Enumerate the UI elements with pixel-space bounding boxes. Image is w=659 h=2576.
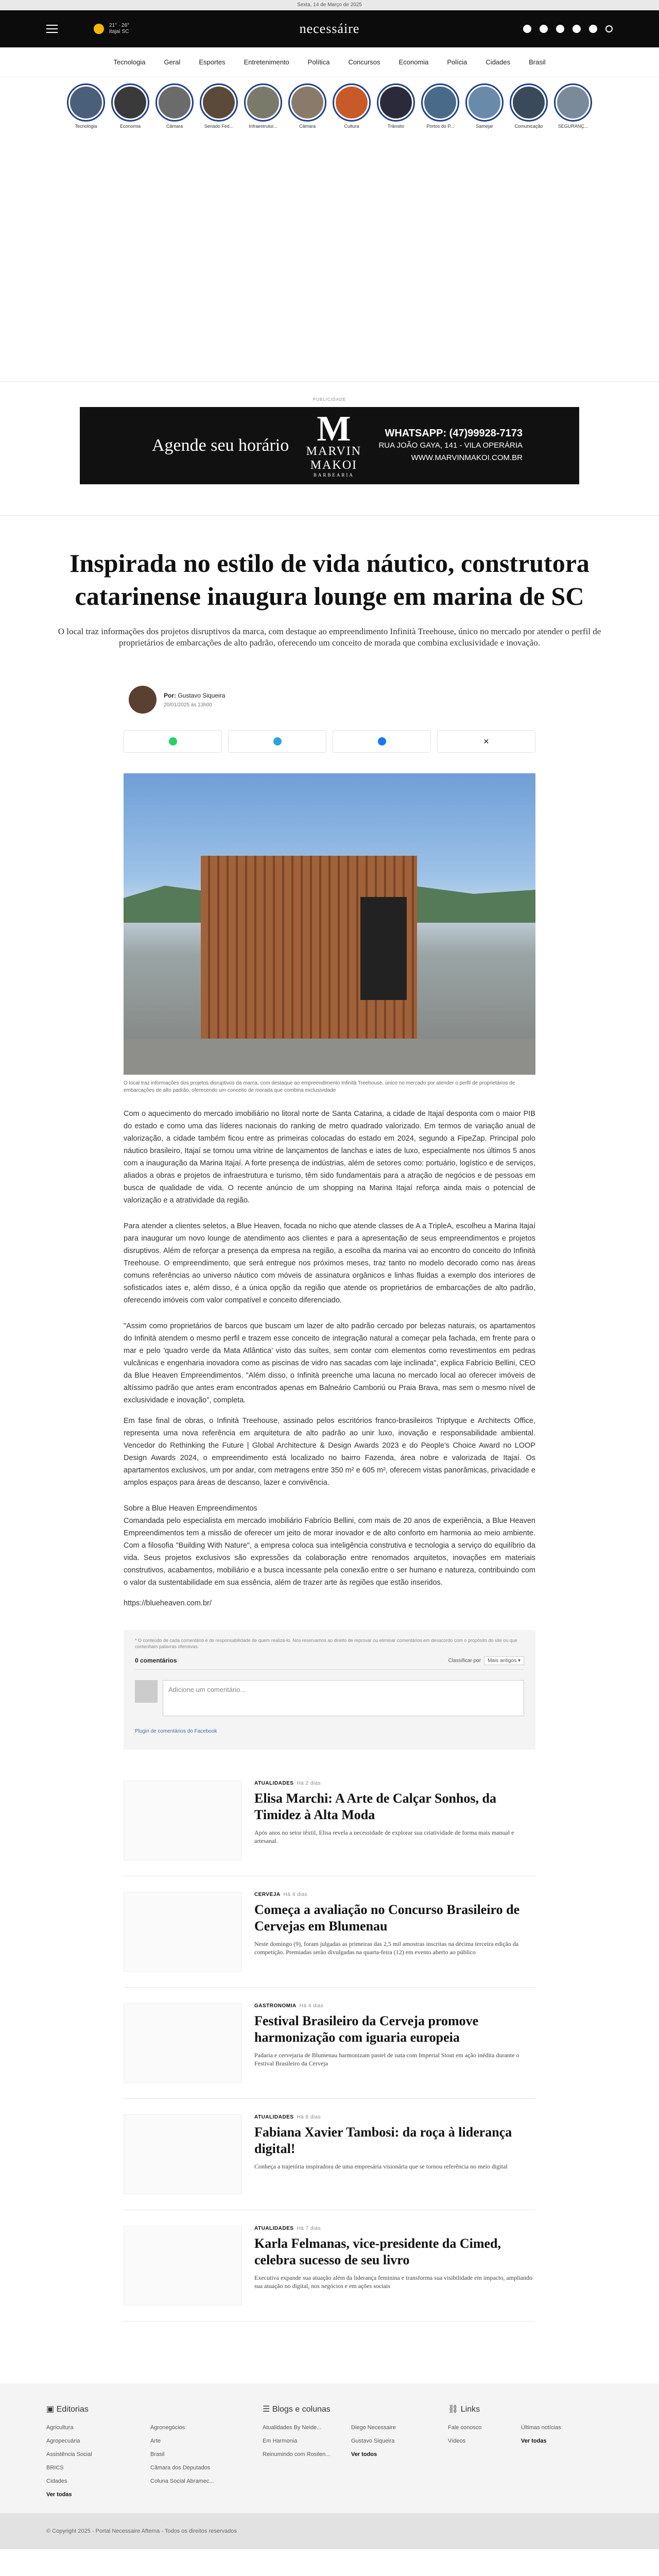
sort-label: Classificar por <box>448 1658 481 1664</box>
ad-whatsapp: WHATSAPP: (47)99928-7173 <box>385 428 523 439</box>
story-item[interactable] <box>554 83 592 129</box>
story-thumb <box>114 87 146 118</box>
story-ring <box>200 83 238 122</box>
related-title[interactable]: Começa a avaliação no Concurso Brasileiro de Cervejas em Blumenau <box>254 1902 520 1934</box>
related-excerpt: Padaria e cervejaria de Blumenau harmonizam pastel de nata com Imperial Stout em ação inédita durante o Festival Brasileiro da Cerveja <box>254 2052 519 2067</box>
ad-space <box>0 134 659 350</box>
related-category[interactable]: GASTRONOMIA <box>254 2003 297 2009</box>
story-label: Portos do P... <box>426 124 454 129</box>
related-articles <box>124 1765 535 2321</box>
menu-icon[interactable] <box>46 25 58 33</box>
nav-item[interactable]: Brasil <box>529 58 546 66</box>
story-item[interactable] <box>111 83 149 129</box>
search-icon[interactable] <box>605 25 613 32</box>
related-title[interactable]: Festival Brasileiro da Cerveja promove harmonização com iguaria europeia <box>254 2013 479 2045</box>
telegram-icon <box>273 737 282 745</box>
paragraph: Sobre a Blue Heaven Empreendimentos <box>124 1504 257 1513</box>
related-category[interactable]: ATUALIDADES <box>254 1781 294 1786</box>
nav-item[interactable]: Economia <box>398 58 429 66</box>
footer-link[interactable]: Em Harmonia <box>263 2438 298 2444</box>
publish-datetime: 20/01/2025 às 13h00 <box>164 702 212 708</box>
story-ring <box>421 83 459 122</box>
story-item[interactable] <box>288 83 326 129</box>
article-subtitle: O local traz informações dos projetos disruptivos da marca, com destaque ao empreendimento Infinità Treehouse, único no mercado por atender o perfil de proprietários de embarcações de alto padrão, oferecendo um conceito de morada que combina exclusividade e inovação. <box>58 626 601 648</box>
story-item[interactable] <box>67 83 105 129</box>
footer-link[interactable]: Brasil <box>150 2451 165 2458</box>
social-links <box>523 25 597 33</box>
author-avatar[interactable] <box>129 686 157 714</box>
youtube-icon[interactable] <box>573 25 581 33</box>
related-thumb[interactable] <box>124 2226 242 2306</box>
article <box>58 547 601 2321</box>
story-item[interactable] <box>510 83 548 129</box>
story-ring <box>244 83 282 122</box>
site-footer <box>0 2383 659 2513</box>
story-thumb <box>557 87 589 118</box>
related-card[interactable] <box>124 1988 535 2099</box>
story-thumb <box>469 87 500 118</box>
facebook-icon <box>378 737 386 745</box>
x-icon[interactable] <box>540 25 548 33</box>
ad-contact <box>378 427 523 464</box>
story-item[interactable] <box>333 83 371 129</box>
ad-banner[interactable] <box>80 407 579 484</box>
footer-link[interactable]: BRICS <box>46 2465 64 2471</box>
ad-brand-mark: M <box>317 409 351 449</box>
share-telegram-button[interactable] <box>228 730 326 753</box>
paragraph: Para atender a clientes seletos, a Blue Heaven, focada no nicho que atende classes de A a TripleA, escolheu a Marina Itajaí para inaugurar um novo lounge de atendimento aos clientes e para a apresentação de seus empreendimentos e projetos disruptivos. Além de reforçar a presença da empresa na região, a escolha da marina vai ao encontro do conceito do Infinità Treehouse. O empreendimento, que será entregue nos próximos meses, traz tanto no modelo decorado como nas áreas comuns referências ao universo náutico com móveis de assinatura orgânicos e linhas fluidas a exemplo dos interiores de sofisticados iates e, além disso, é a única opção da região que atende os proprietários de embarcações de alto padrão, oferecendo imóveis com valor compatível e conceito diferenciado. <box>124 1222 535 1304</box>
related-card[interactable] <box>124 2210 535 2321</box>
whatsapp-icon <box>169 737 177 745</box>
related-thumb[interactable] <box>124 1781 242 1860</box>
footer-link[interactable]: Ver todas <box>46 2492 72 2498</box>
footer-blogs-title: Blogs e colunas <box>272 2405 331 2414</box>
story-ring <box>465 83 504 122</box>
photo-caption: O local traz informações dos projetos disruptivos da marca, com destaque ao empreendimento Infinità Treehouse, único no mercado por atender o perfil de proprietários de embarcações de alto padrão, oferecendo um conceito de morada que combina exclusividade <box>124 1080 515 1093</box>
paragraph: Com o aquecimento do mercado imobiliário no litoral norte de Santa Catarina, a cidade de Itajaí desponta com o maior PIB do estado e como uma das líderes nacionais do ranking de metro quadrado valorizado. Em termos de variação anual de valorização, a cidade também ficou entre as primeiras colocadas do estado em 2024, segundo a FipeZap. Principal polo náutico brasileiro, Itajaí se tornou uma vitrine de lançamentos de lanchas e iates de luxo, especialmente nos últimos 5 anos com a inauguração da Marina Itajaí. A forte presença de indústrias, além de setores como: portuário, logístico e de serviços, aliados a obras e projetos de infraestrutura e turismo, têm sido fundamentais para a atração de negócios e de pessoas em busca de qualidade de vida. O recente anúncio de um shopping na Marina Itajaí reforça ainda mais o potencial de valorização e a atratividade da região. <box>124 1110 535 1205</box>
related-excerpt: Após anos no setor têxtil, Elisa revela a necessidade de explorar sua criatividade de forma mais manual e artesanal. <box>254 1829 514 1844</box>
related-category[interactable]: ATUALIDADES <box>254 2114 294 2120</box>
comment-input[interactable]: Adicione um comentário... <box>163 1680 524 1716</box>
footer-link[interactable]: Últimas notícias <box>521 2425 561 2431</box>
story-item[interactable] <box>377 83 415 129</box>
weather-max: 26° <box>122 23 130 28</box>
footer-link[interactable]: Gustavo Siqueira <box>351 2438 395 2444</box>
related-thumb[interactable] <box>124 1892 242 1972</box>
ad-brand-main: MAKOI <box>310 459 358 472</box>
related-thumb[interactable] <box>124 2114 242 2194</box>
story-thumb <box>247 87 279 118</box>
story-label: Câmara <box>299 124 316 129</box>
story-thumb <box>513 87 545 118</box>
story-thumb <box>380 87 412 118</box>
footer-links: ⛓ Links Fale conosco Últimas notícias Vídeos Ver todas <box>448 2404 582 2498</box>
story-thumb <box>70 87 102 118</box>
author-name[interactable]: Gustavo Siqueira <box>178 691 226 699</box>
facebook-plugin-link[interactable]: Plugin de comentários do Facebook <box>135 1728 217 1734</box>
paragraph: Em fase final de obras, o Infinità Treehouse, assinado pelos escritórios franco-brasileiros Triptyque e Architects Office, representa uma nova referência em arquitetura de alto padrão ao unir luxo, inovação e responsabilidade ambiental. Vencedor do Rethinking the Future | Global Architecture & Design Awards 2023 e do People's Choice Award no LOOP Design Awards 2024, o empreendimento está localizado no bairro Fazenda, área nobre e valorizada de Itajaí. Os apartamentos exclusivos, um por andar, com metragens entre 350 m² e 605 m², oferecem vistas panorâmicas, privacidade e amplos espaços para áreas de descanso, lazer e convivência. <box>124 1417 535 1487</box>
story-item[interactable] <box>465 83 504 129</box>
facebook-icon[interactable] <box>523 25 531 33</box>
copyright: © Copyright 2025 - Portal Necessaire Afterna - Todos os direitos reservados <box>0 2513 659 2549</box>
nav-item[interactable]: Geral <box>164 58 181 66</box>
footer-link[interactable]: Agronegócios <box>150 2425 185 2431</box>
nav-item[interactable]: Concursos <box>348 58 380 66</box>
related-time: Há 2 dias <box>297 1781 321 1786</box>
related-time: Há 4 dias <box>299 2003 324 2009</box>
footer-link[interactable]: Atualidades By Neide... <box>263 2425 322 2431</box>
related-thumb[interactable] <box>124 2003 242 2083</box>
footer-link[interactable]: Coluna Social Abramec... <box>150 2478 214 2484</box>
share-x-button[interactable] <box>437 730 535 753</box>
story-ring <box>67 83 105 122</box>
article-title: Inspirada no estilo de vida náutico, construtora catarinense inaugura lounge em marina de SC <box>70 549 589 611</box>
footer-editorias-title: Editorias <box>56 2405 89 2414</box>
footer-link[interactable]: Assistência Social <box>46 2451 92 2458</box>
stories-row <box>0 77 659 134</box>
ad-label: PUBLICIDADE <box>313 397 346 402</box>
footer-blogs: ☰ Blogs e colunas Atualidades By Neide... Diego Necessaire Em Harmonia Gustavo Siqueira Reinumindo com Rosilen... Ver todos <box>263 2404 427 2498</box>
footer-link[interactable]: Reinumindo com Rosilen... <box>263 2451 331 2458</box>
top-date-bar <box>0 0 659 10</box>
site-header <box>0 10 659 47</box>
byline <box>124 686 535 714</box>
article-body <box>124 1108 535 1609</box>
main-nav <box>0 47 659 77</box>
story-thumb <box>291 87 323 118</box>
related-category[interactable]: ATUALIDADES <box>254 2226 294 2231</box>
share-facebook-button[interactable] <box>333 730 431 753</box>
paragraph: Comandada pelo especialista em mercado imobiliário Fabrício Bellini, com mais de 20 anos de experiência, a Blue Heaven Empreendimentos tem a missão de oferecer um jeito de morar inovador e de alto conforto em harmonia ao meio ambiente. Com a filosofia "Building With Nature", a empresa coloca sua inteligência construtiva e tecnologia a serviço do equilíbrio da vida. Seus projetos exclusivos são expressões da colaboração entre renomados arquitetos, inovações em materiais construtivos, acabamentos, mobiliário e a busca incessante pela conexão entre o ser humano e natureza, contribuindo com o valor da sustentabilidade em sua essência, além de trazer arte às regiões que estão inseridos. <box>124 1517 535 1587</box>
story-ring <box>377 83 415 122</box>
ad-brand <box>306 409 362 478</box>
footer-link[interactable]: Fale conosco <box>448 2425 482 2431</box>
story-ring <box>111 83 149 122</box>
related-card[interactable] <box>124 2099 535 2210</box>
related-title[interactable]: Elisa Marchi: A Arte de Calçar Sonhos, da Timidez à Alta Moda <box>254 1791 496 1822</box>
story-label: Senado Fed... <box>204 124 234 129</box>
story-label: Economia <box>119 124 141 129</box>
story-label: Câmara <box>166 124 183 129</box>
footer-link[interactable]: Vídeos <box>448 2438 466 2444</box>
sort-select[interactable]: Mais antigos ▾ <box>484 1656 524 1665</box>
footer-editorias: ▣ Editorias Agricultura Agronegócios Agropecuária Arte Assistência Social Brasil BRICS Câmara dos Deputados Cidades Coluna Social Abramec... Ver todas <box>46 2404 242 2498</box>
footer-links-title: Links <box>460 2405 480 2414</box>
story-label: Samejar <box>476 124 493 129</box>
story-ring <box>510 83 548 122</box>
footer-link[interactable]: Diego Necessaire <box>351 2425 396 2431</box>
sun-icon <box>94 24 104 34</box>
related-card[interactable] <box>124 1876 535 1988</box>
related-title[interactable]: Karla Felmanas, vice-presidente da Cimed, celebra sucesso de seu livro <box>254 2236 501 2267</box>
comments-count: 0 comentários <box>135 1657 177 1664</box>
story-item[interactable] <box>200 83 238 129</box>
story-label: Comunicação <box>514 124 543 129</box>
related-excerpt: Conheça a trajetória inspiradora de uma empresária visionária que se tornou referência no meio digital <box>254 2163 508 2170</box>
story-label: SEGURANÇ... <box>558 124 588 129</box>
x-icon: ✕ <box>483 737 490 745</box>
weather-widget: 21° · 26° Itajaí SC <box>94 23 129 35</box>
story-label: Trânsito <box>387 124 405 129</box>
footer-link[interactable]: Câmara dos Deputados <box>150 2465 211 2471</box>
ad-brand-top: MARVIN <box>306 445 362 458</box>
nav-item[interactable]: Cidades <box>485 58 511 66</box>
ad-address: RUA JOÃO GAYA, 141 - VILA OPERÁRIA <box>378 441 523 450</box>
story-thumb <box>159 87 190 118</box>
nav-item[interactable]: Entretenimento <box>244 58 289 66</box>
ad-brand-sub: BARBEARIA <box>313 472 354 478</box>
instagram-icon[interactable] <box>556 25 564 33</box>
footer-link[interactable]: Arte <box>150 2438 161 2444</box>
footer-link[interactable]: Cidades <box>46 2478 67 2484</box>
related-time: Há 7 dias <box>297 2226 321 2231</box>
story-item[interactable] <box>421 83 459 129</box>
footer-link[interactable]: Agricultura <box>46 2425 74 2431</box>
nav-item[interactable]: Tecnologia <box>113 58 146 66</box>
related-card[interactable] <box>124 1765 535 1876</box>
divider <box>0 515 659 516</box>
story-item[interactable] <box>244 83 282 129</box>
site-logo[interactable]: necessáire <box>299 21 360 36</box>
story-ring <box>288 83 326 122</box>
share-whatsapp-button[interactable] <box>124 730 222 753</box>
nav-item[interactable]: Polícia <box>447 58 467 66</box>
weather-min: 21° <box>109 23 117 28</box>
nav-item[interactable]: Política <box>307 58 330 66</box>
story-ring <box>155 83 194 122</box>
story-thumb <box>336 87 368 118</box>
story-thumb <box>203 87 235 118</box>
paragraph: "Assim como proprietários de barcos que buscam um lazer de alto padrão cercado por belezas naturais, os apartamentos do Infinità atendem o mesmo perfil e trazem esse conceito de integração natural a começar pela fachada, em frente para o mar e pelo 'quadro verde da Mata Atlântica' visto das suítes, sem contar com elementos como revestimentos em pedras vulcânicas e engenharia inovadora como as piscinas de vidro nas sacadas com laje inclinada", explica Fabrício Bellini, CEO da Blue Heaven Empreendimentos. "Além disso, o Infinità preenche uma lacuna no mercado local ao oferecer imóveis de altíssimo padrão que antes eram encontrados apenas em Balneário Camboriú ou Praia Brava, mas sem o mesmo nível de exclusividade e inovação", completa. <box>124 1322 535 1404</box>
story-label: Cultura <box>344 124 359 129</box>
related-excerpt: Executiva expande sua atuação além da liderança feminina e transforma sua visibilidade em impacto, ampliando sua atuação no digital, nos negócios e em ações sociais <box>254 2274 533 2290</box>
story-ring <box>333 83 371 122</box>
author-prefix: Por: <box>164 691 176 699</box>
related-time: Há 6 dias <box>297 2114 321 2120</box>
related-title[interactable]: Fabiana Xavier Tambosi: da roça à liderança digital! <box>254 2125 512 2156</box>
footer-link[interactable]: Ver todos <box>351 2451 377 2458</box>
user-avatar-placeholder <box>135 1680 158 1703</box>
comments-section <box>124 1630 535 1750</box>
source-link[interactable]: https://blueheaven.com.br/ <box>124 1599 212 1607</box>
article-photo <box>124 773 535 1075</box>
ad-site: WWW.MARVINMAKOI.COM.BR <box>411 453 523 462</box>
story-thumb <box>424 87 456 118</box>
share-bar <box>124 730 535 753</box>
story-label: Infraestrutur... <box>249 124 278 129</box>
related-category[interactable]: CERVEJA <box>254 1892 281 1897</box>
related-excerpt: Neste domingo (9), foram julgadas as primeiras das 2,5 mil amostras inscritas na décima terceira edição da competição. Premiadas serão divulgadas na quarta-feira (12) em evento aberto ao público <box>254 1940 519 1956</box>
whatsapp-icon[interactable] <box>589 25 597 33</box>
nav-item[interactable]: Esportes <box>199 58 226 66</box>
current-date: Sexta, 14 de Março de 2025 <box>297 2 362 8</box>
related-time: Há 4 dias <box>283 1892 308 1897</box>
footer-link[interactable]: Ver todas <box>521 2438 547 2444</box>
ad-left-text: Agende seu horário <box>152 436 289 455</box>
story-item[interactable] <box>155 83 194 129</box>
story-ring <box>554 83 592 122</box>
story-label: Tecnologia <box>75 124 97 129</box>
weather-city: Itajaí SC <box>109 29 129 35</box>
footer-link[interactable]: Agropecuária <box>46 2438 80 2444</box>
comments-note: * O conteúdo de cada comentário é de responsabilidade de quem realizá-lo. Nos reservamos ao direito de reprovar ou eliminar comentários em desacordo com o propósito do site ou que contenham palavras ofensivas. <box>135 1638 517 1649</box>
